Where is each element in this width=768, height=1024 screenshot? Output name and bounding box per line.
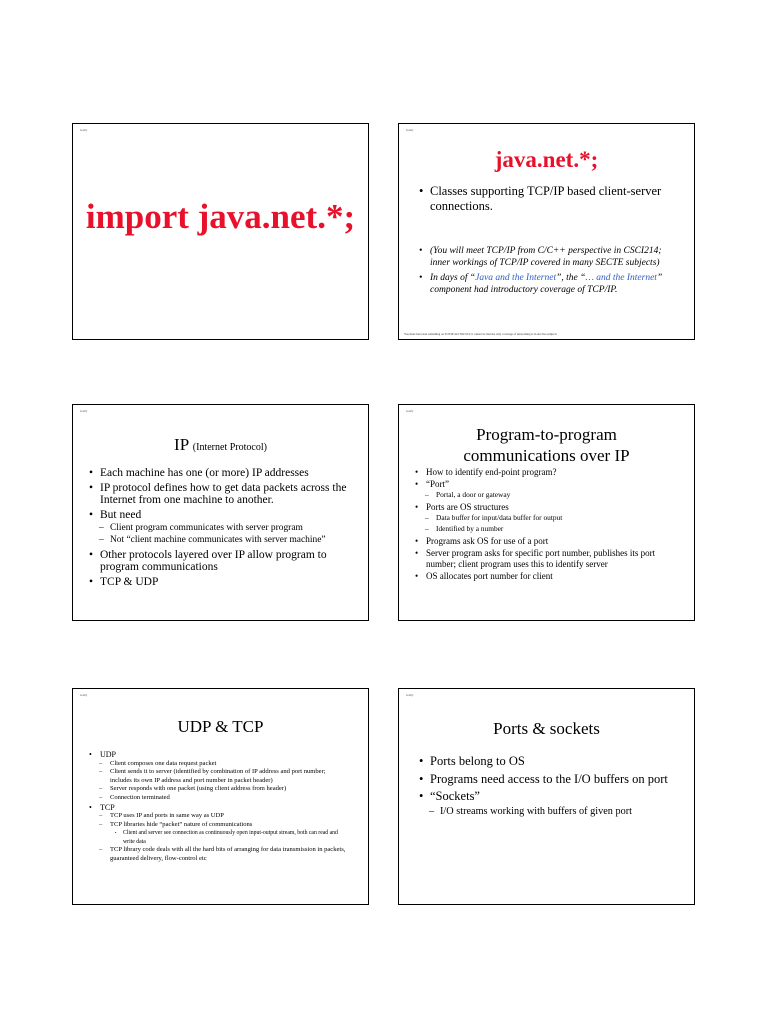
sub-bullet-item: – TCP libraries hide “packet” nature of communications — [87, 821, 346, 830]
bullet-list — [413, 467, 682, 582]
bullet-list — [417, 184, 680, 214]
slide-title: UDP & TCP — [177, 717, 264, 736]
slide-title: Ports & sockets — [493, 719, 600, 738]
slide-title: import java.net.*; — [85, 197, 356, 236]
bullet-item: • Classes supporting TCP/IP based client-server connections. — [417, 184, 680, 214]
bullet-list — [87, 751, 346, 863]
sub-bullet-item: – Client program communicates with server program — [87, 522, 358, 535]
bullet-item: • Each machine has one (or more) IP addresses — [87, 467, 358, 480]
slide-1 — [72, 123, 369, 340]
title-text: IP — [174, 435, 189, 454]
bullet-item: • TCP — [87, 804, 346, 813]
slide-6 — [398, 688, 695, 905]
bullet-item: • Ports belong to OS — [417, 754, 680, 769]
slide-3 — [72, 404, 369, 621]
slide-title: Program-to-program communications over IP — [463, 425, 630, 465]
slide-5 — [72, 688, 369, 905]
slide-author: Gadly — [406, 693, 414, 697]
bullet-item: • UDP — [87, 751, 346, 760]
slide-author: Gadly — [80, 693, 88, 697]
bullet-item: • TCP & UDP — [87, 576, 358, 589]
bullet-item: • Programs ask OS for use of a port — [413, 536, 682, 547]
sub-bullet-item: – TCP library code deals with all the hard bits of arranging for data transmission in packets, guaranteed delivery, flow-control etc — [87, 846, 346, 863]
link-and-the-internet[interactable]: … and the Internet — [585, 273, 657, 283]
slide-title — [73, 434, 368, 458]
bullet-list — [87, 467, 358, 589]
slide-author: Gadly — [80, 128, 88, 132]
slide-footnote: You must have had something on TCP/IP and TOCSCI; it cannot be that the only coverage of networking is in elective subjects — [404, 332, 557, 336]
sub-bullet-item: – Not “client machine communicates with server machine” — [87, 534, 358, 547]
title-subtitle: (Internet Protocol) — [192, 442, 267, 453]
slide-author: Gadly — [406, 409, 414, 413]
sub-bullet-item: – Connection terminated — [87, 794, 346, 803]
sub-bullet-item: • Client and server see connection as continuously open input-output stream, both can read and write data — [87, 829, 346, 846]
link-java-and-the-internet[interactable]: Java and the Internet — [475, 273, 557, 283]
text-run: ” component had introductory coverage of TCP/IP. — [430, 273, 663, 295]
sub-bullet-item: – Portal, a door or gateway — [413, 490, 682, 501]
bullet-item — [417, 272, 680, 296]
bullet-item: • Other protocols layered over IP allow program to program communications — [87, 549, 358, 574]
bullet-item: • But need — [87, 509, 358, 522]
sub-bullet-item: – Server responds with one packet (using client address from header) — [87, 785, 346, 794]
bullet-item: • “Port” — [413, 479, 682, 490]
slide-author: Gadly — [80, 409, 88, 413]
note-list — [417, 245, 680, 296]
bullet-item: • “Sockets” — [417, 789, 680, 804]
bullet-item: • (You will meet TCP/IP from C/C++ perspective in CSCI214; inner workings of TCP/IP covered in many SECTE subjects) — [417, 245, 680, 269]
bullet-item: • How to identify end-point program? — [413, 467, 682, 478]
text-run: ”, the “ — [556, 273, 586, 283]
sub-bullet-item: – Identified by a number — [413, 524, 682, 535]
sub-bullet-item: – Client composes one data request packet — [87, 760, 346, 769]
slide-title: java.net.*; — [494, 147, 599, 172]
text-run: In days of “ — [430, 273, 476, 283]
sub-bullet-item: – Data buffer for input/data buffer for output — [413, 513, 682, 524]
bullet-item: • Server program asks for specific port number, publishes its port number; client program uses this to identify server — [413, 548, 682, 569]
bullet-item: • Ports are OS structures — [413, 502, 682, 513]
sub-bullet-item: – I/O streams working with buffers of given port — [417, 804, 680, 819]
sub-bullet-item: – TCP uses IP and ports in same way as UDP — [87, 812, 346, 821]
slide-2 — [398, 123, 695, 340]
sub-bullet-item: – Client sends it to server (identified by combination of IP address and port number; includes its own IP address and port number in packet header) — [87, 768, 346, 785]
bullet-item: • Programs need access to the I/O buffers on port — [417, 772, 680, 787]
slide-4 — [398, 404, 695, 621]
slide-author: Gadly — [406, 128, 414, 132]
bullet-list — [417, 754, 680, 819]
bullet-item: • IP protocol defines how to get data packets across the Internet from one machine to another. — [87, 482, 358, 507]
bullet-item: • OS allocates port number for client — [413, 571, 682, 582]
